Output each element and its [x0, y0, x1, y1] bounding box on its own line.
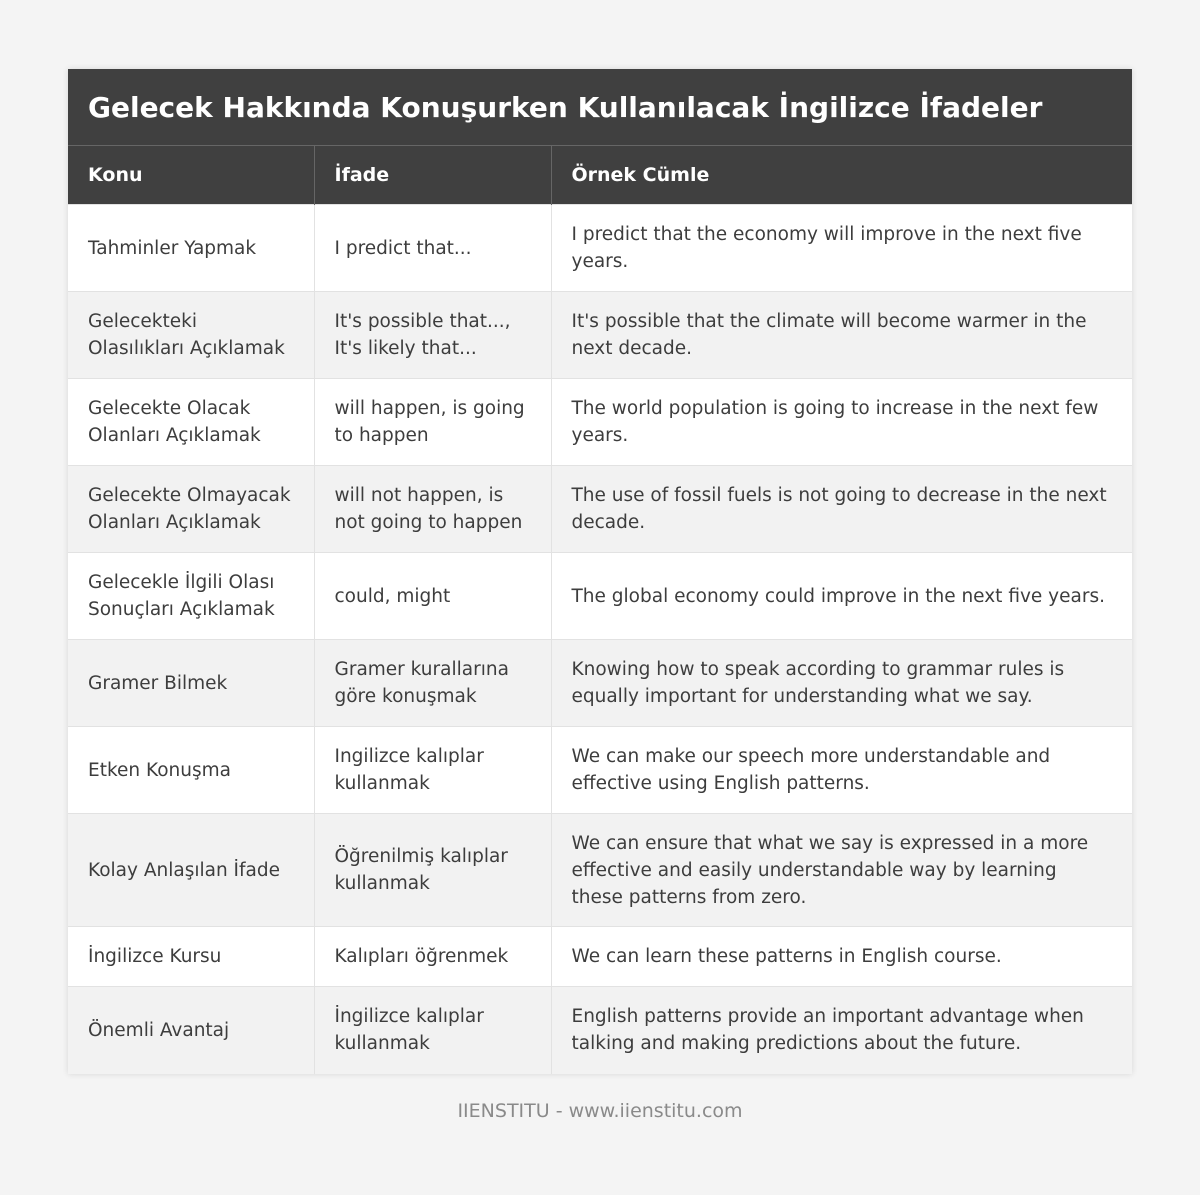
column-header-ifade: İfade	[314, 146, 551, 205]
cell-expression: Ingilizce kalıplar kullanmak	[314, 727, 551, 814]
cell-expression: It's possible that..., It's likely that...	[314, 292, 551, 379]
cell-example: We can make our speech more understandable and effective using English patterns.	[551, 727, 1132, 814]
table-row	[68, 379, 1132, 466]
cell-topic: Etken Konuşma	[68, 727, 314, 814]
page-title: Gelecek Hakkında Konuşurken Kullanılacak İngilizce İfadeler	[88, 90, 1043, 124]
cell-topic: Gramer Bilmek	[68, 640, 314, 727]
table-row	[68, 640, 1132, 727]
footer-credit: IIENSTITU - www.iienstitu.com	[457, 1100, 743, 1122]
cell-topic: Önemli Avantaj	[68, 987, 314, 1074]
cell-topic: Tahminler Yapmak	[68, 205, 314, 292]
table-row	[68, 814, 1132, 927]
cell-expression: Öğrenilmiş kalıplar kullanmak	[314, 814, 551, 927]
table-row	[68, 292, 1132, 379]
cell-expression: will not happen, is not going to happen	[314, 466, 551, 553]
cell-expression: İngilizce kalıplar kullanmak	[314, 987, 551, 1074]
cell-example: The use of fossil fuels is not going to decrease in the next decade.	[551, 466, 1132, 553]
cell-expression: Gramer kurallarına göre konuşmak	[314, 640, 551, 727]
cell-example: It's possible that the climate will become warmer in the next decade.	[551, 292, 1132, 379]
cell-example: The world population is going to increase in the next few years.	[551, 379, 1132, 466]
cell-topic: İngilizce Kursu	[68, 927, 314, 987]
cell-expression: could, might	[314, 553, 551, 640]
column-header-ornek-cumle: Örnek Cümle	[551, 146, 1132, 205]
cell-topic: Gelecekte Olmayacak Olanları Açıklamak	[68, 466, 314, 553]
cell-example: The global economy could improve in the next five years.	[551, 553, 1132, 640]
column-header-konu: Konu	[68, 146, 314, 205]
table-row	[68, 727, 1132, 814]
table-header-row	[68, 146, 1132, 205]
cell-topic: Gelecekteki Olasılıkları Açıklamak	[68, 292, 314, 379]
cell-topic: Kolay Anlaşılan İfade	[68, 814, 314, 927]
cell-topic: Gelecekte Olacak Olanları Açıklamak	[68, 379, 314, 466]
expressions-table	[68, 145, 1132, 1074]
cell-expression: I predict that...	[314, 205, 551, 292]
cell-example: We can ensure that what we say is expressed in a more effective and easily understandable way by learning these patterns from zero.	[551, 814, 1132, 927]
cell-example: Knowing how to speak according to grammar rules is equally important for understanding what we say.	[551, 640, 1132, 727]
table-row	[68, 553, 1132, 640]
table-row	[68, 205, 1132, 292]
cell-topic: Gelecekle İlgili Olası Sonuçları Açıklamak	[68, 553, 314, 640]
table-row	[68, 927, 1132, 987]
table-row	[68, 987, 1132, 1074]
cell-example: I predict that the economy will improve in the next five years.	[551, 205, 1132, 292]
cell-example: We can learn these patterns in English course.	[551, 927, 1132, 987]
cell-expression: Kalıpları öğrenmek	[314, 927, 551, 987]
cell-expression: will happen, is going to happen	[314, 379, 551, 466]
title-bar	[68, 69, 1132, 145]
table-card	[68, 69, 1132, 1074]
cell-example: English patterns provide an important advantage when talking and making predictions about the future.	[551, 987, 1132, 1074]
table-row	[68, 466, 1132, 553]
